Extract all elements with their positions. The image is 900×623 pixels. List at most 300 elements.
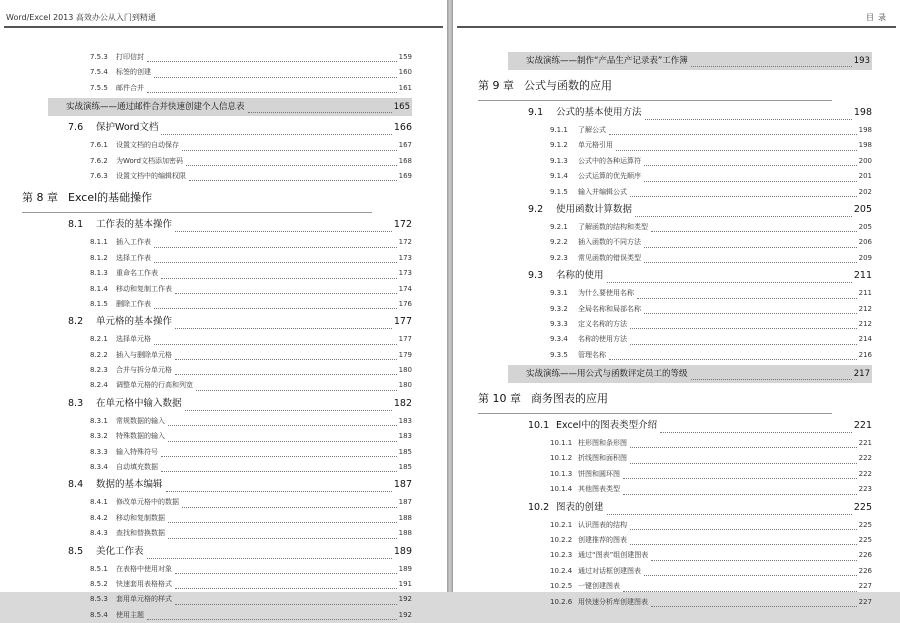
- toc-sub-entry[interactable]: [48, 495, 412, 510]
- toc-sub-entry[interactable]: [508, 482, 872, 497]
- toc-sub-entry[interactable]: [48, 363, 412, 378]
- page-number: 160: [398, 68, 412, 77]
- entry-number: 9.1.3: [550, 156, 568, 165]
- dot-leader: [644, 181, 857, 182]
- page-number: 223: [858, 485, 872, 494]
- page-number: 185: [398, 447, 412, 456]
- entry-number: 10.1.3: [550, 469, 573, 478]
- page-number: 225: [858, 520, 872, 529]
- entry-title: 设置文档的自动保存: [116, 141, 179, 150]
- entry-title: 合并与拆分单元格: [116, 366, 172, 375]
- toc-sub-entry[interactable]: [48, 511, 412, 526]
- entry-number: 10.2.5: [550, 582, 573, 591]
- entry-number: 7.5.5: [90, 83, 108, 92]
- page-number: 173: [398, 269, 412, 278]
- dot-leader: [623, 591, 857, 592]
- page-number: 189: [398, 564, 412, 573]
- entry-title: 单元格引用: [578, 141, 613, 150]
- page-number: 165: [393, 102, 410, 113]
- toc-sub-entry[interactable]: [48, 378, 412, 393]
- entry-title: 单元格的基本操作: [96, 316, 173, 328]
- entry-title: 查找和替换数据: [116, 529, 165, 538]
- page-number: 182: [393, 397, 412, 409]
- entry-title: 邮件合并: [116, 83, 144, 92]
- toc-section-entry[interactable]: [508, 416, 872, 436]
- page-number: 189: [393, 545, 412, 557]
- dot-leader: [637, 298, 857, 299]
- entry-number: 8.1: [68, 219, 84, 231]
- dot-leader: [651, 560, 856, 561]
- entry-title: 为什么要使用名称: [578, 289, 634, 298]
- dot-leader: [609, 359, 857, 360]
- entry-title: 柱形图和条形图: [578, 439, 627, 448]
- entry-number: 8.3.2: [90, 432, 108, 441]
- page-number: 227: [858, 597, 872, 606]
- page-number: 198: [858, 125, 872, 134]
- toc-section-entry[interactable]: [48, 542, 412, 562]
- dot-leader: [644, 575, 857, 576]
- page-number: 222: [858, 454, 872, 463]
- toc-sub-entry[interactable]: [48, 429, 412, 444]
- entry-number: 9.1.4: [550, 172, 568, 181]
- entry-title: 认识图表的结构: [578, 520, 627, 529]
- page-number: 226: [858, 551, 872, 560]
- entry-number: 10.2.3: [550, 551, 573, 560]
- entry-number: 8.2.3: [90, 366, 108, 375]
- dot-leader: [623, 478, 857, 479]
- toc-sub-entry[interactable]: [48, 235, 412, 250]
- entry-title: 删除工作表: [116, 299, 151, 308]
- dot-leader: [189, 180, 397, 181]
- toc-sub-entry[interactable]: [508, 169, 872, 184]
- entry-number: 7.6: [68, 122, 84, 134]
- dot-leader: [607, 514, 852, 515]
- dot-leader: [630, 196, 857, 197]
- entry-title: 插入与删除单元格: [116, 350, 172, 359]
- entry-title: 设置文档中的编辑权限: [116, 171, 186, 180]
- toc-sub-entry[interactable]: [48, 138, 412, 153]
- toc-sub-entry[interactable]: [508, 251, 872, 266]
- entry-title: 全局名称和局部名称: [578, 304, 641, 313]
- dot-leader: [161, 278, 397, 279]
- toc-sub-entry[interactable]: [508, 548, 872, 563]
- entry-number: 9.1.1: [550, 125, 568, 134]
- toc-sub-entry[interactable]: [508, 451, 872, 466]
- entry-title: 使用主题: [116, 610, 144, 619]
- header-rule: [457, 26, 896, 28]
- dot-leader: [147, 558, 392, 559]
- entry-number: 8.5: [68, 545, 84, 557]
- entry-title: 标签的创建: [116, 68, 151, 77]
- entry-title: 常见函数的错误类型: [578, 253, 641, 262]
- entry-title: 保护Word文档: [96, 122, 159, 134]
- dot-leader: [154, 262, 397, 263]
- dot-leader: [630, 447, 857, 448]
- dot-leader: [660, 432, 852, 433]
- page-number: 221: [853, 420, 872, 432]
- entry-number: 8.4.1: [90, 498, 108, 507]
- dot-leader: [168, 522, 397, 523]
- entry-number: 8.4.3: [90, 529, 108, 538]
- dot-leader: [175, 604, 397, 605]
- entry-title: 实战演练——通过邮件合并快速创建个人信息表: [66, 102, 245, 113]
- dot-leader: [182, 150, 397, 151]
- entry-title: 特殊数据的输入: [116, 432, 165, 441]
- page-number: 179: [398, 350, 412, 359]
- page-number: 200: [858, 156, 872, 165]
- entry-title: 使用函数计算数据: [556, 203, 633, 215]
- toc-sub-entry[interactable]: [48, 348, 412, 363]
- page-number: 191: [398, 579, 412, 588]
- entry-number: 8.3.3: [90, 447, 108, 456]
- toc-sub-entry[interactable]: [48, 526, 412, 541]
- toc-sub-entry[interactable]: [508, 436, 872, 451]
- toc-section-entry[interactable]: [48, 394, 412, 414]
- entry-number: 8.2.2: [90, 350, 108, 359]
- entry-number: 10.2.4: [550, 566, 573, 575]
- toc-sub-entry[interactable]: [48, 282, 412, 297]
- entry-number: 10.2.1: [550, 520, 573, 529]
- entry-number: 9.3.3: [550, 319, 568, 328]
- entry-title: 为Word文档添加密码: [116, 156, 183, 165]
- toc-sub-entry[interactable]: [508, 564, 872, 579]
- toc-sub-entry[interactable]: [508, 286, 872, 301]
- toc-sub-entry[interactable]: [508, 235, 872, 250]
- entry-title: 用快速分析库创建图表: [578, 597, 648, 606]
- toc-chapter-heading: [22, 184, 372, 213]
- page-number: 211: [853, 270, 872, 282]
- toc-section-entry[interactable]: [508, 200, 872, 220]
- entry-title: 通过“图表”组创建图表: [578, 551, 649, 560]
- entry-title: 插入工作表: [116, 238, 151, 247]
- dot-leader: [175, 231, 392, 232]
- entry-number: 9.3.1: [550, 289, 568, 298]
- dot-leader: [175, 293, 397, 294]
- dot-leader: [161, 134, 391, 135]
- entry-title: 图表的创建: [556, 501, 604, 513]
- page-number: 183: [398, 416, 412, 425]
- page-number: 211: [858, 289, 872, 298]
- toc-section-entry[interactable]: [508, 266, 872, 286]
- entry-title: 公式运算的优先顺序: [578, 172, 641, 181]
- chapter-number: 第 8 章: [22, 191, 58, 205]
- entry-number: 9.2: [528, 203, 544, 215]
- entry-title: 通过对话框创建图表: [578, 566, 641, 575]
- dot-leader: [651, 606, 857, 607]
- toc-sub-entry[interactable]: [48, 414, 412, 429]
- chapter-number: 第 10 章: [478, 392, 521, 406]
- entry-number: 8.2: [68, 316, 84, 328]
- toc-sub-entry[interactable]: [508, 220, 872, 235]
- dot-leader: [168, 441, 397, 442]
- dot-leader: [651, 231, 857, 232]
- dot-leader: [186, 165, 397, 166]
- toc-sub-entry[interactable]: [48, 169, 412, 184]
- page-number: 177: [398, 335, 412, 344]
- entry-number: 8.1.2: [90, 253, 108, 262]
- toc-section-entry[interactable]: [508, 103, 872, 123]
- entry-number: 9.1.5: [550, 187, 568, 196]
- entry-number: 8.5.3: [90, 595, 108, 604]
- toc-sub-entry[interactable]: [48, 65, 412, 80]
- toc-sub-entry[interactable]: [48, 592, 412, 607]
- dot-leader: [154, 308, 397, 309]
- dot-leader: [644, 313, 857, 314]
- page-number: 176: [398, 299, 412, 308]
- page-number: 180: [398, 366, 412, 375]
- entry-number: 8.5.2: [90, 579, 108, 588]
- page-number: 222: [858, 469, 872, 478]
- dot-leader: [630, 328, 857, 329]
- page-number: 168: [398, 156, 412, 165]
- entry-title: 定义名称的方法: [578, 319, 627, 328]
- toc-sub-entry[interactable]: [508, 185, 872, 200]
- page-number: 198: [858, 141, 872, 150]
- entry-number: 7.6.2: [90, 156, 108, 165]
- toc-sub-entry[interactable]: [48, 562, 412, 577]
- entry-title: 创建推荐的图表: [578, 536, 627, 545]
- page-number: 188: [398, 529, 412, 538]
- entry-number: 8.1.1: [90, 238, 108, 247]
- page-number: 188: [398, 513, 412, 522]
- entry-number: 9.2.2: [550, 238, 568, 247]
- entry-title: 管理名称: [578, 350, 606, 359]
- toc-sub-entry[interactable]: [508, 332, 872, 347]
- toc-sub-entry[interactable]: [48, 608, 412, 623]
- dot-leader: [644, 262, 857, 263]
- toc-sub-entry[interactable]: [508, 467, 872, 482]
- dot-leader: [175, 374, 397, 375]
- dot-leader: [154, 247, 397, 248]
- entry-number: 10.2.2: [550, 536, 573, 545]
- toc-sub-entry[interactable]: [48, 297, 412, 312]
- entry-number: 8.2.4: [90, 381, 108, 390]
- page-number: 173: [398, 253, 412, 262]
- dot-leader: [175, 359, 397, 360]
- entry-title: 在表格中使用对象: [116, 564, 172, 573]
- toc-sub-entry[interactable]: [48, 266, 412, 281]
- dot-leader: [691, 379, 852, 380]
- dot-leader: [161, 471, 397, 472]
- dot-leader: [609, 134, 857, 135]
- dot-leader: [168, 538, 397, 539]
- dot-leader: [161, 456, 397, 457]
- entry-title: 插入函数的不同方法: [578, 238, 641, 247]
- header-rule: [4, 26, 443, 28]
- dot-leader: [168, 425, 397, 426]
- dot-leader: [196, 390, 397, 391]
- toc-sub-entry[interactable]: [48, 81, 412, 96]
- entry-title: 套用单元格的样式: [116, 595, 172, 604]
- entry-number: 10.2: [528, 501, 550, 513]
- left-page: [0, 0, 447, 619]
- page-number: 198: [853, 107, 872, 118]
- dot-leader: [630, 529, 857, 530]
- dot-leader: [630, 463, 857, 464]
- entry-title: 美化工作表: [96, 545, 144, 557]
- dot-leader: [154, 77, 397, 78]
- page-number: 192: [398, 610, 412, 619]
- entry-title: 名称的使用方法: [578, 335, 627, 344]
- toc-section-entry[interactable]: [48, 215, 412, 235]
- page-number: 167: [398, 141, 412, 150]
- page-number: 180: [398, 381, 412, 390]
- entry-title: 一键创建图表: [578, 582, 620, 591]
- entry-title: 输入并编辑公式: [578, 187, 627, 196]
- toc-practice-entry[interactable]: [508, 52, 872, 70]
- toc-sub-entry[interactable]: [508, 138, 872, 153]
- page-number: 212: [858, 304, 872, 313]
- toc-sub-entry[interactable]: [508, 154, 872, 169]
- page-number: 225: [858, 536, 872, 545]
- page-number: 193: [853, 56, 870, 66]
- dot-leader: [175, 328, 392, 329]
- entry-title: 实战演练——制作“产品生产记录表”工作簿: [526, 56, 688, 66]
- page-number: 183: [398, 432, 412, 441]
- dot-leader: [635, 216, 852, 217]
- chapter-title: 商务图表的应用: [531, 392, 608, 406]
- entry-number: 7.5.3: [90, 52, 108, 61]
- entry-title: 选择单元格: [116, 335, 151, 344]
- toc-practice-entry[interactable]: [508, 365, 872, 383]
- entry-number: 9.3.4: [550, 335, 568, 344]
- dot-leader: [248, 112, 392, 113]
- toc-sub-entry[interactable]: [508, 123, 872, 138]
- page-number: 212: [858, 319, 872, 328]
- toc-sub-entry[interactable]: [508, 579, 872, 594]
- dot-leader: [185, 410, 392, 411]
- entry-title: 了解函数的结构和类型: [578, 222, 648, 231]
- toc-sub-entry[interactable]: [508, 317, 872, 332]
- dot-leader: [630, 544, 857, 545]
- page-number: 172: [398, 238, 412, 247]
- entry-title: 快速套用表格格式: [116, 579, 172, 588]
- page-number: 206: [858, 238, 872, 247]
- page-number: 169: [398, 171, 412, 180]
- page-number: 216: [858, 350, 872, 359]
- entry-title: 在单元格中输入数据: [96, 397, 182, 409]
- entry-number: 9.3.5: [550, 350, 568, 359]
- entry-number: 10.1.2: [550, 454, 573, 463]
- entry-number: 8.5.4: [90, 610, 108, 619]
- toc-sub-entry[interactable]: [48, 154, 412, 169]
- entry-title: 自动填充数据: [116, 463, 158, 472]
- entry-title: 数据的基本编辑: [96, 479, 163, 491]
- chapter-title: 公式与函数的应用: [524, 79, 612, 92]
- toc-sub-entry[interactable]: [48, 460, 412, 475]
- entry-number: 9.2.3: [550, 253, 568, 262]
- running-head: Word/Excel 2013 高效办公从入门到精通: [6, 13, 156, 22]
- page-number: 161: [398, 83, 412, 92]
- entry-number: 8.1.4: [90, 284, 108, 293]
- toc-sub-entry[interactable]: [508, 533, 872, 548]
- toc-section-entry[interactable]: [48, 475, 412, 495]
- page-number: 201: [858, 172, 872, 181]
- toc-sub-entry[interactable]: [48, 50, 412, 65]
- dot-leader: [616, 150, 857, 151]
- page-number: 214: [858, 335, 872, 344]
- entry-number: 10.2.6: [550, 597, 573, 606]
- entry-title: 修改单元格中的数据: [116, 498, 179, 507]
- entry-number: 8.4.2: [90, 513, 108, 522]
- dot-leader: [691, 66, 852, 67]
- page-number: 205: [853, 203, 872, 215]
- toc-sub-entry[interactable]: [48, 251, 412, 266]
- toc-section-entry[interactable]: [48, 118, 412, 138]
- entry-number: 8.1.5: [90, 299, 108, 308]
- toc-section-entry[interactable]: [508, 498, 872, 518]
- page-number: 225: [853, 501, 872, 513]
- dot-leader: [147, 92, 397, 93]
- chapter-number: 第 9 章: [478, 79, 514, 92]
- toc-sub-entry[interactable]: [508, 348, 872, 363]
- page-number: 221: [858, 439, 872, 448]
- entry-title: 调整单元格的行高和列宽: [116, 381, 193, 390]
- page-number: 209: [858, 253, 872, 262]
- entry-title: Excel中的图表类型介绍: [556, 420, 658, 432]
- page-number: 187: [398, 498, 412, 507]
- toc-sub-entry[interactable]: [48, 332, 412, 347]
- entry-title: 公式的基本使用方法: [556, 107, 642, 118]
- entry-title: 饼图和圆环图: [578, 469, 620, 478]
- entry-number: 8.2.1: [90, 335, 108, 344]
- entry-number: 7.5.4: [90, 68, 108, 77]
- toc-sub-entry[interactable]: [508, 302, 872, 317]
- dot-leader: [166, 491, 392, 492]
- toc-sub-entry[interactable]: [48, 445, 412, 460]
- page-number: 227: [858, 582, 872, 591]
- dot-leader: [644, 247, 857, 248]
- dot-leader: [147, 61, 397, 62]
- toc-chapter-heading: [478, 385, 832, 414]
- entry-title: 输入特殊符号: [116, 447, 158, 456]
- toc-section-entry[interactable]: [48, 312, 412, 332]
- entry-title: 打印信封: [116, 52, 144, 61]
- page-number: 226: [858, 566, 872, 575]
- running-head: 目录: [866, 13, 890, 22]
- entry-number: 7.6.3: [90, 171, 108, 180]
- toc-list: [22, 50, 412, 623]
- dot-leader: [175, 588, 397, 589]
- toc-list: [478, 50, 872, 610]
- entry-number: 9.1.2: [550, 141, 568, 150]
- entry-title: 常规数据的输入: [116, 416, 165, 425]
- toc-sub-entry[interactable]: [48, 577, 412, 592]
- dot-leader: [645, 119, 852, 120]
- dot-leader: [147, 619, 397, 620]
- chapter-title: Excel的基础操作: [68, 191, 153, 205]
- entry-title: 折线图和面积图: [578, 454, 627, 463]
- entry-title: 移动和复制数据: [116, 513, 165, 522]
- entry-title: 重命名工作表: [116, 269, 158, 278]
- entry-number: 9.2.1: [550, 222, 568, 231]
- page-number: 166: [393, 122, 412, 134]
- entry-number: 9.1: [528, 107, 544, 118]
- toc-chapter-heading: [478, 72, 832, 101]
- toc-sub-entry[interactable]: [508, 595, 872, 610]
- toc-sub-entry[interactable]: [508, 518, 872, 533]
- entry-number: 10.1: [528, 420, 550, 432]
- page-number: 187: [393, 479, 412, 491]
- entry-number: 8.5.1: [90, 564, 108, 573]
- dot-leader: [623, 494, 857, 495]
- dot-leader: [607, 282, 852, 283]
- page-number: 217: [853, 369, 870, 380]
- entry-number: 9.3.2: [550, 304, 568, 313]
- page-number: 192: [398, 595, 412, 604]
- toc-practice-entry[interactable]: [48, 98, 412, 116]
- page-number: 159: [398, 52, 412, 61]
